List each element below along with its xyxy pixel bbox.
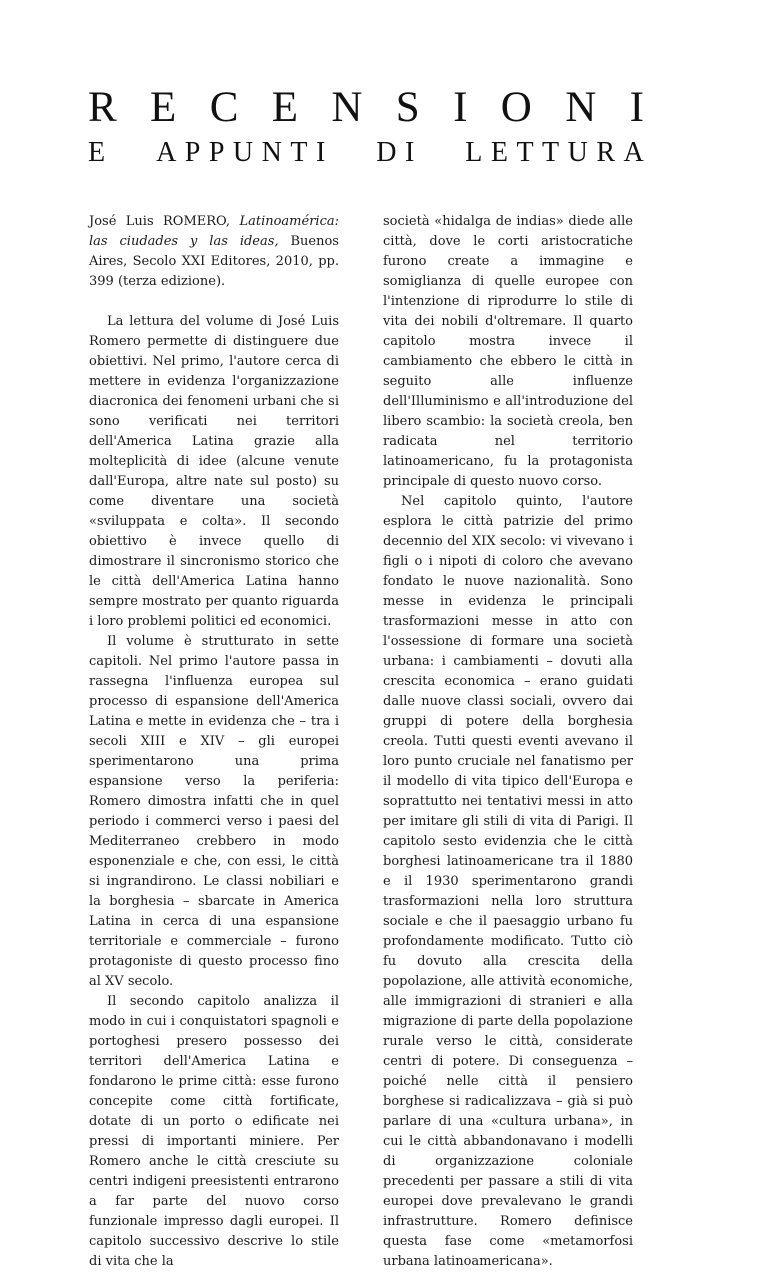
subtitle-letter: R [596,137,616,168]
citation-author: José Luis ROMERO, [89,214,231,229]
subtitle-letter: U [567,137,588,168]
subtitle-letter: E [88,137,106,168]
title-letter: S [395,84,420,131]
paragraph: Il volume è strutturato in sette capitoli. Nel primo l'autore passa in rassegna l'influenza europea sul processo di espansione dell'America Latina e mette in evidenza che – tra i secoli XIII e XIV – gli europei sperimentarono una prima espansione verso la periferia: Romero dimostra infatti che in quel periodo i commerci verso i paesi del Mediterraneo crebbero in modo esponenziale e che, con essi, le città si ingrandirono. Le classi nobiliari e la borghesia – sbarcate in America Latina in cerca di una espansione territoriale e commerciale – furono protagoniste di questo processo fino al XV secolo. [89,634,339,989]
subtitle-letter: T [290,137,308,168]
subtitle-letter: I [315,137,326,168]
section-title [88,86,644,129]
subtitle-letter: A [623,137,644,168]
subtitle-letter: P [208,137,225,168]
title-letter: E [271,84,299,131]
title-letter: E [150,84,177,131]
subtitle-letter: T [542,137,560,168]
subtitle-letter: U [232,137,254,168]
section-subtitle [88,139,644,167]
title-letter: I [453,84,468,131]
subtitle-letter: L [465,137,483,168]
word-gap [114,139,148,167]
paragraph: Nel capitolo quinto, l'autore esplora le città patrizie del primo decennio del XIX secolo: vi vivevano i figli o i nipoti di coloro che avevano fondato le nuove nazionalità. Sono messe in evidenza le principali trasformazioni messe in atto con l'ossessione di formare una società urbana: i cambiamenti – dovuti alla crescita economica – erano guidati dalle nuove classi sociali, ovvero dai gruppi di potere della borghesia creola. Tutti questi eventi avevano il loro punto cruciale nel fanatismo per il modello di vita tipico dell'Europa e soprattutto nei tentativi messi in atto per imitare gli stili di vita di Parigi. Il capitolo sesto evidenzia che le città borghesi latinoamericane tra il 1880 e il 1930 sperimentarono grandi trasformazioni nella loro struttura sociale e che il paesaggio urbano fu profondamente modificato. Tutto ciò fu dovuto alla crescita della popolazione, alle attività economiche, alle immigrazioni di stranieri e alla migrazione di parte della popolazione rurale verso le città, considerate centri di potere. Di conseguenza – poiché nelle città il pensiero borghese si radicalizzava – già si può parlare di una «cultura urbana», in cui le città abbandonavano i modelli di organizzazione coloniale precedenti per passare a stili di vita europei dove prevalevano le grandi infrastrutture. Romero definisce questa fase come «metamorfosi urbana latinoamericana». [383,494,633,1269]
word-gap [423,139,457,167]
subtitle-letter: E [490,137,508,168]
title-letter: O [500,84,532,131]
subtitle-letter: A [156,137,177,168]
title-letter: N [331,84,363,131]
subtitle-letter: N [261,137,282,168]
title-letter: I [629,84,644,131]
paragraph: La lettura del volume di José Luis Romero permette di distinguere due obiettivi. Nel primo, l'autore cerca di mettere in evidenza l'organizzazione diacronica dei fenomeni urbani che si sono verificati nei territori dell'America Latina grazie alla molteplicità di idee (alcune venute dall'Europa, altre nate sul posto) su come diventare una società «sviluppata e colta». Il secondo obiettivo è invece quello di dimostrare il sincronismo storico che le città dell'America Latina hanno sempre mostrato per quanto riguarda i loro problemi politici ed economici. [89,314,339,629]
book-citation [89,212,339,292]
subtitle-letter: T [516,137,534,168]
right-column [383,212,633,1272]
subtitle-letter: P [184,137,201,168]
paragraph: Il secondo capitolo analizza il modo in cui i conquistatori spagnoli e portoghesi presero possesso dei territori dell'America Latina e fondarono le prime città: esse furono concepite come città fortificate, dotate di un porto o edificate nei pressi di importanti miniere. Per Romero anche le città cresciute su centri indigeni preesistenti entrarono a far parte del nuovo corso funzionale impresso dagli europei. Il capitolo successivo descrive lo stile di vita che la [89,994,339,1269]
title-letter: C [209,84,239,131]
paragraph-continued: società «hidalga de indias» diede alle città, dove le corti aristocratiche furono create a immagine e somiglianza di quelle europee con l'intenzione di riprodurre lo stile di vita dei nobili d'oltremare. Il quarto capitolo mostra invece il cambiamento che ebbero le città in seguito alle influenze dell'Illuminismo e all'introduzione del libero scambio: la società creola, ben radicata nel territorio latinoamericano, fu la protagonista principale di questo nuovo corso. [383,214,633,489]
citation-details: Buenos Aires, Secolo XXI Editores, 2010, pp. 399 (terza edizione). [89,234,339,289]
left-column [89,212,339,1272]
citation-title: Latinoamérica: las ciudades y las ideas, [89,214,339,249]
title-letter: N [565,84,597,131]
word-gap [334,139,368,167]
subtitle-letter: D [376,137,397,168]
subtitle-letter: I [404,137,415,168]
title-letter: R [88,84,117,131]
